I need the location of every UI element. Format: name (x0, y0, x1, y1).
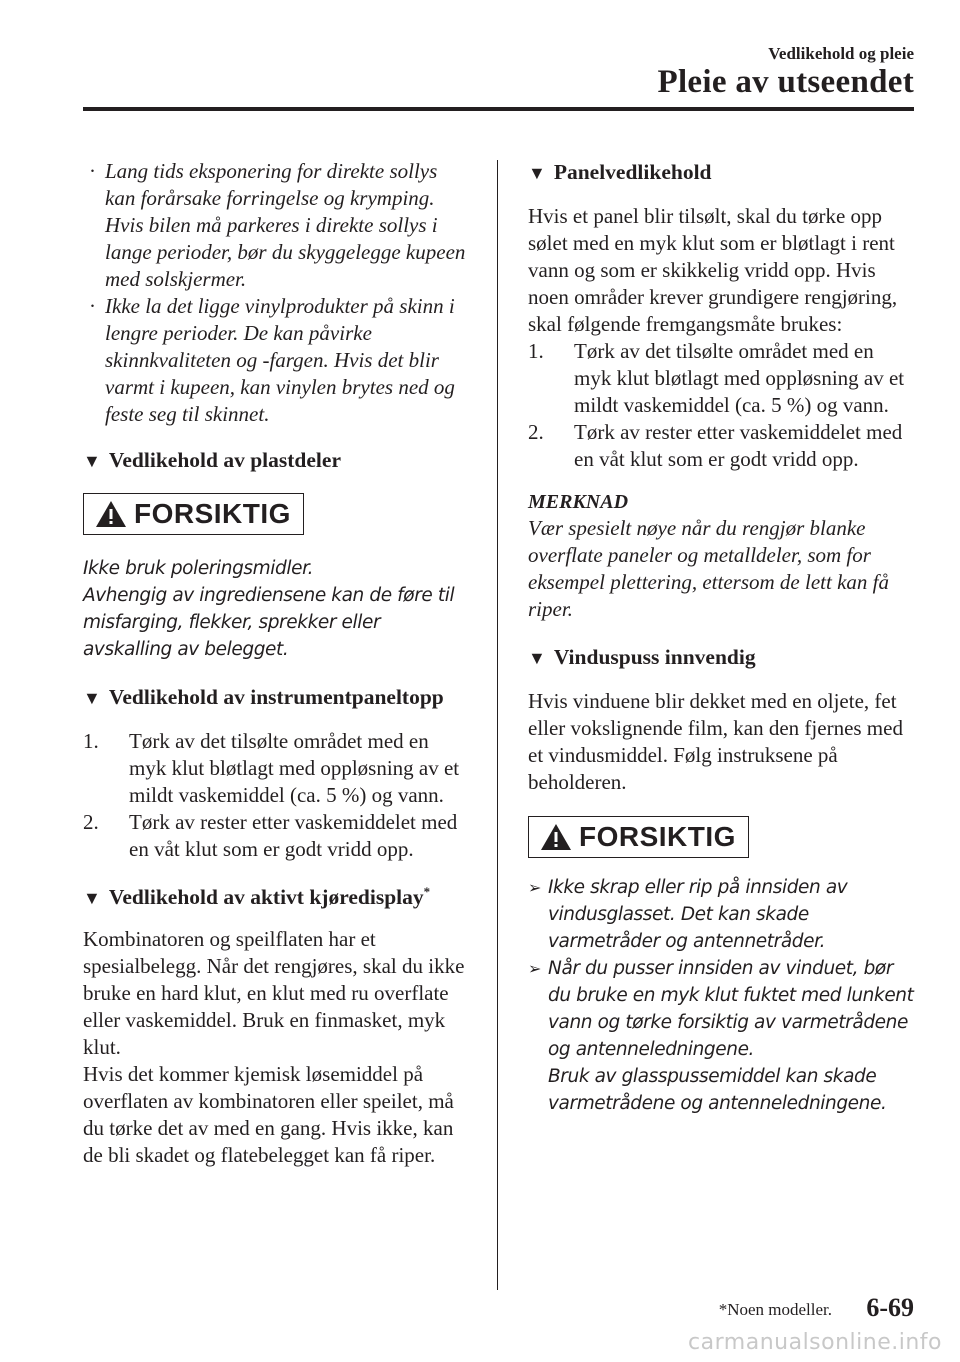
panel-text: Hvis et panel blir tilsølt, skal du tørke opp sølet med en myk klut som er bløtlagt i rent vann og som er skikkelig vridd opp. Hvis noen områder krever grundigere rengjøring, skal følgende fremgangsmåte brukes: (528, 204, 898, 336)
list-item: 2. Tørk av rester etter vaskemiddelet med en våt klut som er godt vridd opp. (528, 420, 903, 471)
warning-triangle-icon (94, 499, 128, 529)
section-heading-vinduspuss: ▼ Vinduspuss innvendig (528, 643, 916, 672)
arrow-bullet-icon: ➢ (528, 959, 542, 978)
section-heading-plastdeler: ▼ Vedlikehold av plastdeler (83, 446, 471, 475)
display-text: Kombinatoren og speilflaten har et spesialbelegg. Når det rengjøres, skal du ikke bruke en hard klut, en klut med ru overflate eller vaskemiddel. Bruk en finmasket, myk klut. Hvis det kommer kjemisk løsemiddel på overflaten av kombinatoren eller speilet, må du tørke det av med en gang. Hvis ikke, kan de bli skadet og flatebelegget kan få riper. (83, 927, 465, 1167)
bullet-icon: · (89, 294, 96, 318)
warning-triangle-icon (539, 822, 573, 852)
header-divider (83, 107, 914, 111)
caution-text-plastdeler: Ikke bruk poleringsmidler. Avhengig av ingrediensene kan de føre til misfarging, flekker, sprekker eller avskalling av belegget. (83, 558, 455, 660)
right-column (528, 158, 916, 1117)
footnote-marker: * (423, 883, 431, 899)
caution-label: FORSIKTIG (83, 493, 304, 535)
chapter-subtitle: Vedlikehold og pleie (768, 44, 914, 63)
watermark: carmanualsonline.info (688, 1330, 942, 1355)
list-item: ➢ Når du pusser innsiden av vinduet, bør du bruke en myk klut fuktet med lunkent vann og tørke forsiktig av varmetrådene og antenneledningene. Bruk av glasspussemiddel kan skade varmetrådene og antenneledningene. (528, 955, 916, 1117)
column-divider (497, 160, 498, 1290)
sunlight-vinyl-bullets (83, 158, 471, 428)
triangle-down-icon: ▼ (83, 451, 101, 471)
section-heading-panel: ▼ Panelvedlikehold (528, 158, 916, 187)
triangle-down-icon: ▼ (528, 648, 546, 668)
section-heading-display: ▼ Vedlikehold av aktivt kjøredisplay* (83, 883, 471, 912)
page-title: Pleie av utseendet (657, 64, 914, 100)
bullet-icon: · (89, 159, 96, 183)
caution-box-plastdeler (83, 493, 471, 535)
list-item: · Ikke la det ligge vinylprodukter på skinn i lengre perioder. De kan påvirke skinnkvaliteten og -fargen. Hvis det blir varmt i kupeen, kan vinylen brytes ned og feste seg til skinnet. (89, 294, 455, 426)
arrow-bullet-icon: ➢ (528, 878, 542, 897)
page-number: 6-69 (866, 1293, 914, 1322)
list-item: ➢ Ikke skrap eller rip på innsiden av vindusglasset. Det kan skade varmetråder og antennetråder. (528, 874, 916, 955)
instrument-steps (83, 728, 471, 863)
caution-label: FORSIKTIG (528, 816, 749, 858)
triangle-down-icon: ▼ (83, 888, 101, 908)
section-heading-instrumentpanel: ▼ Vedlikehold av instrumentpaneltopp (83, 683, 471, 712)
triangle-down-icon: ▼ (83, 688, 101, 708)
left-column (83, 158, 471, 1169)
window-text: Hvis vinduene blir dekket med en oljete, fet eller vokslignende film, kan den fjernes med et vindusmiddel. Følg instruksene på beholderen. (528, 689, 903, 794)
list-item: 1. Tørk av det tilsølte området med en myk klut bløtlagt med oppløsning av et mildt vaskemiddel (ca. 5 %) og vann. (83, 729, 460, 807)
footnote: *Noen modeller. (718, 1300, 832, 1319)
list-item: · Lang tids eksponering for direkte sollys kan forårsake forringelse og krymping. Hvis bilen må parkeres i direkte sollys i lange perioder, bør du skyggelegge kupeen med solskjermer. (89, 159, 466, 291)
panel-steps (528, 338, 916, 473)
list-item: 1. Tørk av det tilsølte området med en myk klut bløtlagt med oppløsning av et mildt vaskemiddel (ca. 5 %) og vann. (528, 339, 905, 417)
window-caution-list (528, 874, 916, 1117)
list-item: 2. Tørk av rester etter vaskemiddelet med en våt klut som er godt vridd opp. (83, 810, 458, 861)
triangle-down-icon: ▼ (528, 163, 546, 183)
note-block: MERKNAD Vær spesielt nøye når du rengjør blanke overflate paneler og metalldeler, som for eksempel plettering, ettersom de lett kan få riper. (528, 491, 889, 621)
caution-box-vinduspuss (528, 816, 916, 858)
